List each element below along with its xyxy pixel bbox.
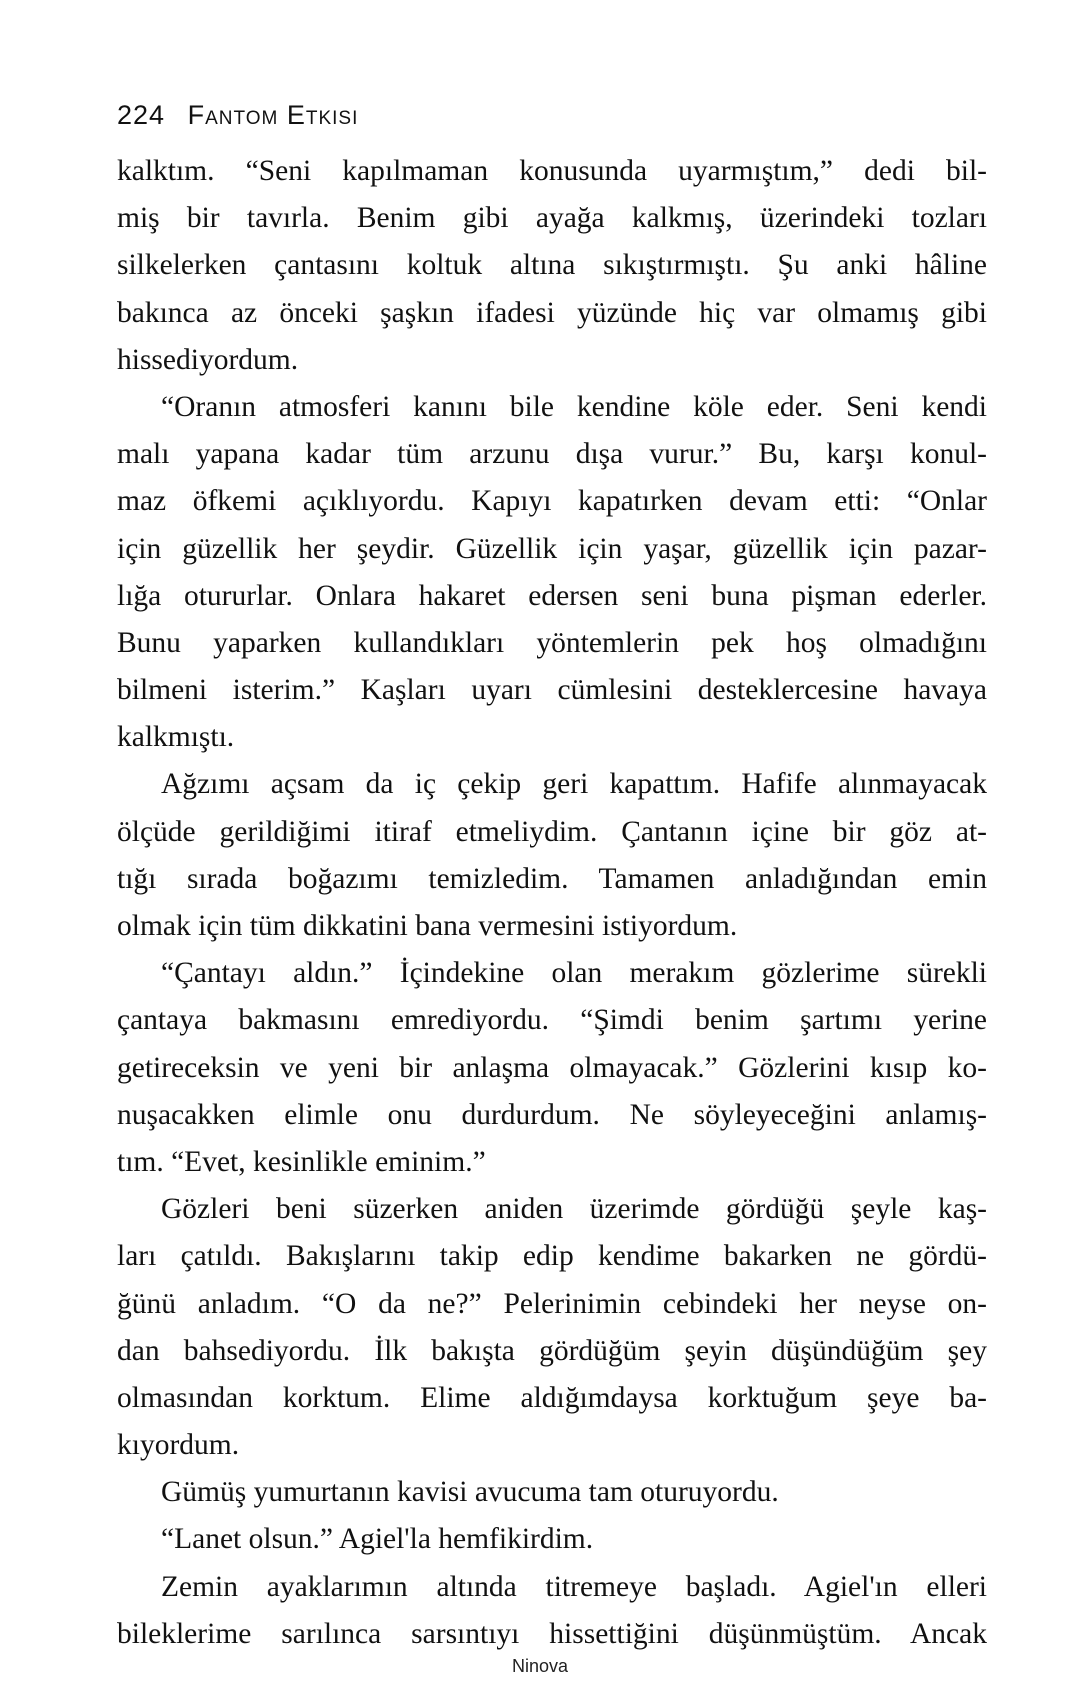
page-number: 224 [117,100,166,130]
text-line: “Lanet olsun.” Agiel'la hemfikirdim. [161,1523,594,1556]
text-line: ğünü anladım. “O da ne?” Pelerinimin cebindeki her neyse on- [117,1287,987,1320]
text-line: miş bir tavırla. Benim gibi ayağa kalkmış, üzerindeki tozları [117,202,987,235]
text-line: bakınca az önceki şaşkın ifadesi yüzünde hiç var olmamış gibi [117,296,987,329]
publisher-footer: Ninova [511,1656,569,1676]
text-line: kalktım. “Seni kapılmaman konusunda uyarmıştım,” dedi bil- [117,155,987,187]
text-line: nuşacakken elimle onu durdurdum. Ne söyleyeceğini anlamış- [117,1098,987,1131]
text-line: olmak için tüm dikkatini bana vermesini istiyordum. [117,910,738,942]
text-line: Bunu yaparken kullandıkları yöntemlerin pek hoş olmadığını [117,626,987,659]
text-line: bileklerime sarılınca sarsıntıyı hissettiğini düşünmüştüm. Ancak [117,1617,987,1650]
text-line: kalkmıştı. [117,721,235,754]
text-line: Gümüş yumurtanın kavisi avucuma tam oturuyordu. [161,1476,779,1509]
text-line: lığa otururlar. Onlara hakaret edersen seni buna pişman ederler. [117,579,987,612]
book-title: Fantom Etkisi [187,100,359,130]
text-line: kıyordum. [117,1429,240,1462]
running-header [117,100,358,131]
text-line: ölçüde gerildiğimi itiraf etmeliydim. Çantanın içine bir göz at- [117,815,987,848]
text-line: hissediyordum. [117,343,299,376]
text-line: çantaya bakmasını emrediyordu. “Şimdi benim şartımı yerine [117,1004,987,1037]
text-line: “Oranın atmosferi kanını bile kendine köle eder. Seni kendi [161,390,987,423]
text-line: “Çantayı aldın.” İçindekine olan merakım gözlerime sürekli [161,957,987,990]
text-line: tım. “Evet, kesinlikle eminim.” [117,1145,486,1178]
text-line: malı yapana kadar tüm arzunu dışa vurur.” Bu, karşı konul- [117,438,987,471]
text-line: dan bahsediyordu. İlk bakışta gördüğüm şeyin düşündüğüm şey [117,1334,987,1367]
body-text [117,148,987,1658]
text-line: getireceksin ve yeni bir anlaşma olmayacak.” Gözlerini kısıp ko- [117,1051,987,1084]
text-line: ları çatıldı. Bakışlarını takip edip kendime bakarken ne gördü- [117,1240,987,1273]
text-line: Gözleri beni süzerken aniden üzerimde gördüğü şeyle kaş- [161,1193,987,1226]
text-line: maz öfkemi açıklıyordu. Kapıyı kapatırken devam etti: “Onlar [117,485,987,518]
text-line: silkelerken çantasını koltuk altına sıkıştırmıştı. Şu anki hâline [117,249,987,282]
text-line: Ağzımı açsam da iç çekip geri kapattım. Hafife alınmayacak [161,768,987,801]
text-line: olmasından korktum. Elime aldığımdaysa korktuğum şeye ba- [117,1381,987,1414]
text-line: için güzellik her şeydir. Güzellik için yaşar, güzellik için pazar- [117,532,987,565]
text-line: tığı sırada boğazımı temizledim. Tamamen anladığından emin [117,862,987,895]
text-line: Zemin ayaklarımın altında titremeye başladı. Agiel'ın elleri [161,1570,987,1603]
text-line: bilmeni isterim.” Kaşları uyarı cümlesini desteklercesine havaya [117,674,987,707]
